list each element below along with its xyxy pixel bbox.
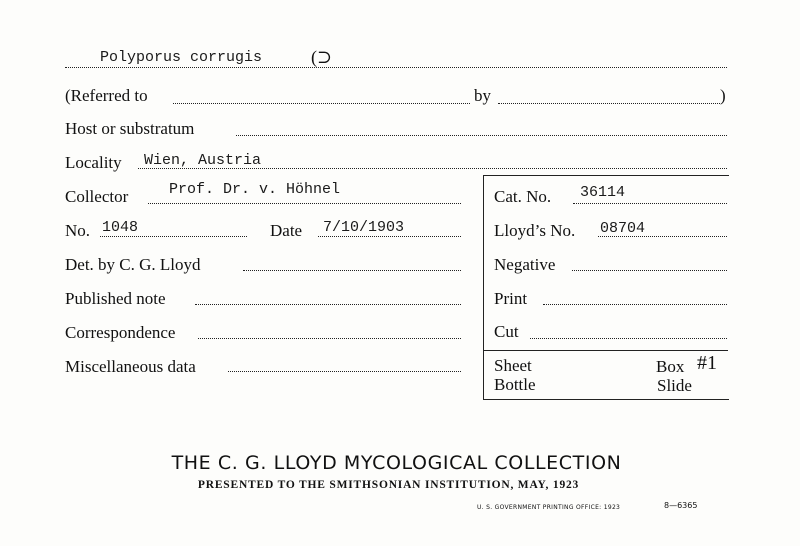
cut-line bbox=[530, 338, 727, 339]
box-label: Box bbox=[656, 357, 685, 376]
cat-no-value: 36114 bbox=[580, 184, 626, 201]
misc-data-label: Miscellaneous data bbox=[65, 357, 196, 376]
negative-label: Negative bbox=[494, 255, 556, 274]
form-number: 8—6365 bbox=[664, 501, 698, 510]
cat-no-label: Cat. No. bbox=[494, 187, 552, 206]
footer-title: THE C. G. LLOYD MYCOLOGICAL COLLECTION bbox=[171, 452, 622, 474]
published-note-label: Published note bbox=[65, 289, 166, 308]
no-value: 1048 bbox=[102, 219, 139, 236]
box-value: #1 bbox=[697, 352, 717, 374]
print-label: Print bbox=[494, 289, 528, 308]
collector-label: Collector bbox=[65, 187, 129, 206]
negative-line bbox=[572, 270, 727, 271]
det-by-label: Det. by C. G. Lloyd bbox=[65, 255, 201, 274]
correspondence-line bbox=[198, 338, 461, 339]
species-value: Polyporus corrugis bbox=[100, 49, 263, 66]
date-line bbox=[318, 236, 461, 237]
misc-data-line bbox=[228, 371, 461, 372]
no-line bbox=[100, 236, 247, 237]
close-paren: ) bbox=[720, 86, 726, 105]
locality-label: Locality bbox=[65, 153, 122, 172]
cat-no-line bbox=[573, 203, 727, 204]
lloyds-no-label: Lloyd’s No. bbox=[494, 221, 576, 240]
host-label: Host or substratum bbox=[65, 119, 195, 138]
by-label: by bbox=[474, 86, 491, 105]
box-divider bbox=[483, 350, 728, 351]
printing-office-imprint: U. S. GOVERNMENT PRINTING OFFICE: 1923 bbox=[477, 504, 621, 511]
bottle-label: Bottle bbox=[494, 375, 536, 394]
species-line bbox=[65, 67, 727, 68]
print-line bbox=[543, 304, 727, 305]
lloyds-no-value: 08704 bbox=[600, 220, 646, 237]
no-label: No. bbox=[65, 221, 91, 240]
slide-label: Slide bbox=[657, 376, 692, 395]
locality-value: Wien, Austria bbox=[144, 152, 262, 169]
det-by-line bbox=[243, 270, 461, 271]
correspondence-label: Correspondence bbox=[65, 323, 176, 342]
sheet-label: Sheet bbox=[494, 356, 532, 375]
published-note-line bbox=[195, 304, 461, 305]
cut-label: Cut bbox=[494, 322, 519, 341]
collector-line bbox=[148, 203, 461, 204]
collector-value: Prof. Dr. v. Höhnel bbox=[169, 181, 341, 198]
by-line bbox=[498, 103, 720, 104]
date-value: 7/10/1903 bbox=[323, 219, 405, 236]
referred-to-line bbox=[173, 103, 470, 104]
footer-subtitle: PRESENTED TO THE SMITHSONIAN INSTITUTION, MAY, 1923 bbox=[197, 479, 580, 491]
referred-to-label: (Referred to bbox=[65, 86, 148, 105]
species-note: (⊃ bbox=[311, 47, 333, 67]
host-line bbox=[236, 135, 727, 136]
date-label: Date bbox=[270, 221, 303, 240]
